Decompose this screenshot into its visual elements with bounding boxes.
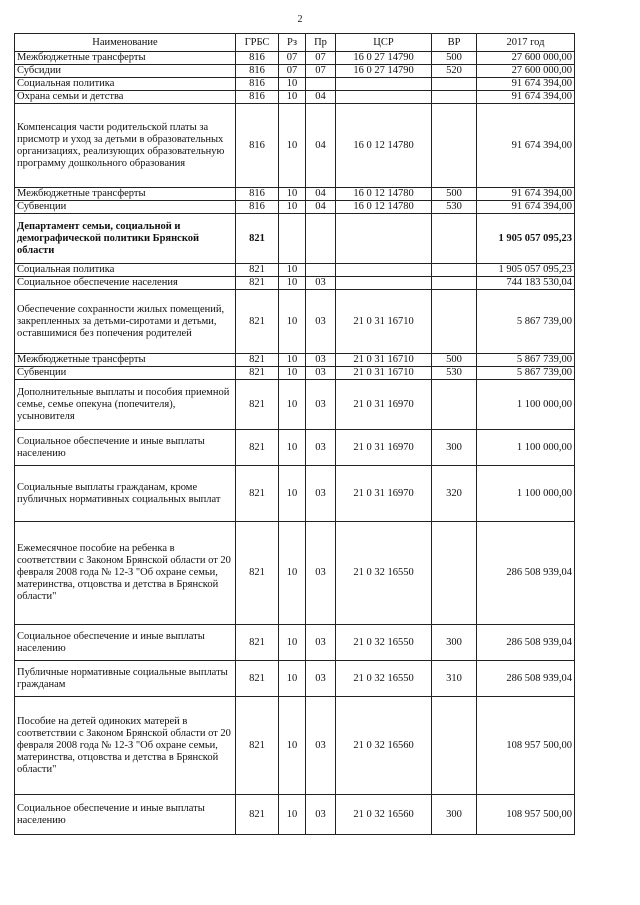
cell-rz: 10 — [279, 380, 306, 430]
cell-amount: 91 674 394,00 — [477, 78, 575, 91]
cell-pr: 04 — [306, 201, 336, 214]
cell-name: Публичные нормативные социальные выплаты гражданам — [15, 661, 236, 697]
cell-rz: 10 — [279, 104, 306, 188]
cell-name: Субвенции — [15, 367, 236, 380]
cell-csr: 16 0 12 14780 — [336, 188, 432, 201]
cell-vr: 320 — [432, 466, 477, 522]
cell-amount: 91 674 394,00 — [477, 188, 575, 201]
cell-grbs: 821 — [236, 522, 279, 625]
cell-amount: 1 905 057 095,23 — [477, 214, 575, 264]
cell-vr — [432, 104, 477, 188]
cell-vr — [432, 91, 477, 104]
cell-name: Межбюджетные трансферты — [15, 188, 236, 201]
cell-vr: 530 — [432, 201, 477, 214]
table-row — [15, 466, 575, 522]
cell-csr: 21 0 31 16710 — [336, 354, 432, 367]
cell-rz: 10 — [279, 277, 306, 290]
cell-rz: 10 — [279, 795, 306, 835]
cell-csr: 16 0 12 14780 — [336, 104, 432, 188]
cell-csr: 21 0 31 16970 — [336, 466, 432, 522]
cell-csr — [336, 277, 432, 290]
cell-name: Дополнительные выплаты и пособия приемной семье, семье опекуна (попечителя), усыновителя — [15, 380, 236, 430]
cell-vr: 300 — [432, 795, 477, 835]
header-name: Наименование — [15, 34, 236, 52]
cell-grbs: 821 — [236, 466, 279, 522]
cell-name: Субвенции — [15, 201, 236, 214]
cell-vr — [432, 277, 477, 290]
cell-name: Охрана семьи и детства — [15, 91, 236, 104]
cell-vr: 500 — [432, 52, 477, 65]
cell-vr — [432, 214, 477, 264]
cell-grbs: 821 — [236, 625, 279, 661]
table-row — [15, 52, 575, 65]
cell-csr: 21 0 32 16560 — [336, 795, 432, 835]
cell-pr: 03 — [306, 466, 336, 522]
cell-csr: 21 0 32 16550 — [336, 661, 432, 697]
header-amount-2017: 2017 год — [477, 34, 575, 52]
cell-amount: 286 508 939,04 — [477, 625, 575, 661]
cell-vr — [432, 264, 477, 277]
cell-name: Социальное обеспечение и иные выплаты населению — [15, 625, 236, 661]
cell-pr — [306, 78, 336, 91]
cell-grbs: 821 — [236, 354, 279, 367]
cell-csr — [336, 264, 432, 277]
cell-name: Субсидии — [15, 65, 236, 78]
table-row — [15, 625, 575, 661]
cell-amount: 108 957 500,00 — [477, 795, 575, 835]
table-body — [15, 52, 575, 835]
cell-csr — [336, 91, 432, 104]
cell-grbs: 816 — [236, 65, 279, 78]
cell-rz: 10 — [279, 188, 306, 201]
header-vr: ВР — [432, 34, 477, 52]
cell-pr: 07 — [306, 65, 336, 78]
cell-vr — [432, 78, 477, 91]
cell-grbs: 816 — [236, 201, 279, 214]
cell-vr: 500 — [432, 354, 477, 367]
table-row — [15, 430, 575, 466]
cell-amount: 744 183 530,04 — [477, 277, 575, 290]
table-row — [15, 290, 575, 354]
table-row — [15, 214, 575, 264]
cell-csr: 21 0 31 16970 — [336, 380, 432, 430]
cell-grbs: 821 — [236, 277, 279, 290]
cell-name: Компенсация части родительской платы за присмотр и уход за детьми в образовательных организациях, реализующих образовательную программу дошкольного образования — [15, 104, 236, 188]
cell-name: Социальное обеспечение и иные выплаты населению — [15, 430, 236, 466]
cell-pr: 03 — [306, 522, 336, 625]
cell-amount: 286 508 939,04 — [477, 661, 575, 697]
cell-amount: 1 100 000,00 — [477, 380, 575, 430]
cell-grbs: 816 — [236, 188, 279, 201]
header-pr: Пр — [306, 34, 336, 52]
cell-vr: 520 — [432, 65, 477, 78]
cell-pr: 03 — [306, 661, 336, 697]
cell-csr: 16 0 27 14790 — [336, 52, 432, 65]
cell-rz: 10 — [279, 625, 306, 661]
header-grbs: ГРБС — [236, 34, 279, 52]
cell-pr — [306, 264, 336, 277]
cell-name: Обеспечение сохранности жилых помещений, закрепленных за детьми-сиротами и детьми, оставшимися без попечения родителей — [15, 290, 236, 354]
cell-grbs: 816 — [236, 52, 279, 65]
cell-amount: 91 674 394,00 — [477, 104, 575, 188]
cell-pr: 03 — [306, 380, 336, 430]
cell-amount: 91 674 394,00 — [477, 201, 575, 214]
cell-pr: 03 — [306, 367, 336, 380]
cell-grbs: 821 — [236, 697, 279, 795]
cell-amount: 286 508 939,04 — [477, 522, 575, 625]
table-row — [15, 277, 575, 290]
table-row — [15, 795, 575, 835]
cell-csr — [336, 78, 432, 91]
cell-vr: 530 — [432, 367, 477, 380]
cell-vr — [432, 697, 477, 795]
cell-vr — [432, 522, 477, 625]
cell-pr: 03 — [306, 354, 336, 367]
cell-amount: 108 957 500,00 — [477, 697, 575, 795]
cell-pr: 07 — [306, 52, 336, 65]
cell-amount: 5 867 739,00 — [477, 290, 575, 354]
cell-pr: 04 — [306, 104, 336, 188]
cell-vr: 300 — [432, 625, 477, 661]
cell-csr: 16 0 12 14780 — [336, 201, 432, 214]
cell-amount: 1 100 000,00 — [477, 430, 575, 466]
cell-pr: 03 — [306, 697, 336, 795]
cell-csr: 21 0 31 16970 — [336, 430, 432, 466]
table-row — [15, 380, 575, 430]
cell-name: Межбюджетные трансферты — [15, 52, 236, 65]
cell-name: Социальная политика — [15, 264, 236, 277]
cell-pr — [306, 214, 336, 264]
cell-rz: 07 — [279, 65, 306, 78]
cell-amount: 27 600 000,00 — [477, 52, 575, 65]
table-row — [15, 264, 575, 277]
cell-csr: 21 0 31 16710 — [336, 367, 432, 380]
cell-grbs: 821 — [236, 214, 279, 264]
cell-vr: 500 — [432, 188, 477, 201]
cell-csr — [336, 214, 432, 264]
cell-rz: 10 — [279, 466, 306, 522]
cell-name: Межбюджетные трансферты — [15, 354, 236, 367]
cell-pr: 04 — [306, 188, 336, 201]
cell-vr: 310 — [432, 661, 477, 697]
cell-grbs: 821 — [236, 795, 279, 835]
table-row — [15, 697, 575, 795]
cell-amount: 1 905 057 095,23 — [477, 264, 575, 277]
cell-vr — [432, 380, 477, 430]
cell-grbs: 821 — [236, 380, 279, 430]
table-row — [15, 104, 575, 188]
cell-rz: 10 — [279, 290, 306, 354]
table-row — [15, 91, 575, 104]
cell-rz: 10 — [279, 367, 306, 380]
table-row — [15, 367, 575, 380]
cell-grbs: 821 — [236, 367, 279, 380]
cell-csr: 21 0 32 16550 — [336, 522, 432, 625]
page-number: 2 — [297, 14, 303, 25]
cell-amount: 5 867 739,00 — [477, 367, 575, 380]
table-row — [15, 661, 575, 697]
cell-grbs: 816 — [236, 78, 279, 91]
table-row — [15, 522, 575, 625]
cell-rz: 07 — [279, 52, 306, 65]
cell-grbs: 821 — [236, 430, 279, 466]
header-rz: Рз — [279, 34, 306, 52]
cell-rz: 10 — [279, 91, 306, 104]
cell-grbs: 816 — [236, 104, 279, 188]
cell-pr: 03 — [306, 430, 336, 466]
header-csr: ЦСР — [336, 34, 432, 52]
cell-rz: 10 — [279, 522, 306, 625]
table-row — [15, 188, 575, 201]
cell-name: Департамент семьи, социальной и демографической политики Брянской области — [15, 214, 236, 264]
cell-pr: 03 — [306, 625, 336, 661]
cell-name: Социальное обеспечение и иные выплаты населению — [15, 795, 236, 835]
cell-name: Социальная политика — [15, 78, 236, 91]
cell-amount: 91 674 394,00 — [477, 91, 575, 104]
table-row — [15, 65, 575, 78]
cell-pr: 03 — [306, 290, 336, 354]
cell-csr: 16 0 27 14790 — [336, 65, 432, 78]
cell-vr: 300 — [432, 430, 477, 466]
cell-rz: 10 — [279, 264, 306, 277]
cell-name: Социальное обеспечение населения — [15, 277, 236, 290]
cell-rz: 10 — [279, 78, 306, 91]
cell-grbs: 821 — [236, 264, 279, 277]
cell-name: Социальные выплаты гражданам, кроме публичных нормативных социальных выплат — [15, 466, 236, 522]
cell-amount: 1 100 000,00 — [477, 466, 575, 522]
table-row — [15, 78, 575, 91]
cell-grbs: 821 — [236, 661, 279, 697]
table-row — [15, 354, 575, 367]
cell-grbs: 821 — [236, 290, 279, 354]
cell-rz — [279, 214, 306, 264]
cell-rz: 10 — [279, 201, 306, 214]
cell-rz: 10 — [279, 354, 306, 367]
cell-name: Пособие на детей одиноких матерей в соответствии с Законом Брянской области от 20 февраля 2008 года № 12-З "Об охране семьи, материнства, отцовства и детства в Брянской области" — [15, 697, 236, 795]
cell-grbs: 816 — [236, 91, 279, 104]
cell-vr — [432, 290, 477, 354]
table-row — [15, 201, 575, 214]
budget-table — [14, 33, 575, 835]
cell-amount: 27 600 000,00 — [477, 65, 575, 78]
cell-csr: 21 0 32 16550 — [336, 625, 432, 661]
cell-rz: 10 — [279, 430, 306, 466]
cell-pr: 03 — [306, 795, 336, 835]
cell-csr: 21 0 32 16560 — [336, 697, 432, 795]
cell-csr: 21 0 31 16710 — [336, 290, 432, 354]
cell-rz: 10 — [279, 661, 306, 697]
cell-amount: 5 867 739,00 — [477, 354, 575, 367]
cell-name: Ежемесячное пособие на ребенка в соответствии с Законом Брянской области от 20 февраля 2008 года № 12-З "Об охране семьи, материнства, отцовства и детства в Брянской области" — [15, 522, 236, 625]
cell-pr: 04 — [306, 91, 336, 104]
table-header-row — [15, 34, 575, 52]
cell-rz: 10 — [279, 697, 306, 795]
cell-pr: 03 — [306, 277, 336, 290]
